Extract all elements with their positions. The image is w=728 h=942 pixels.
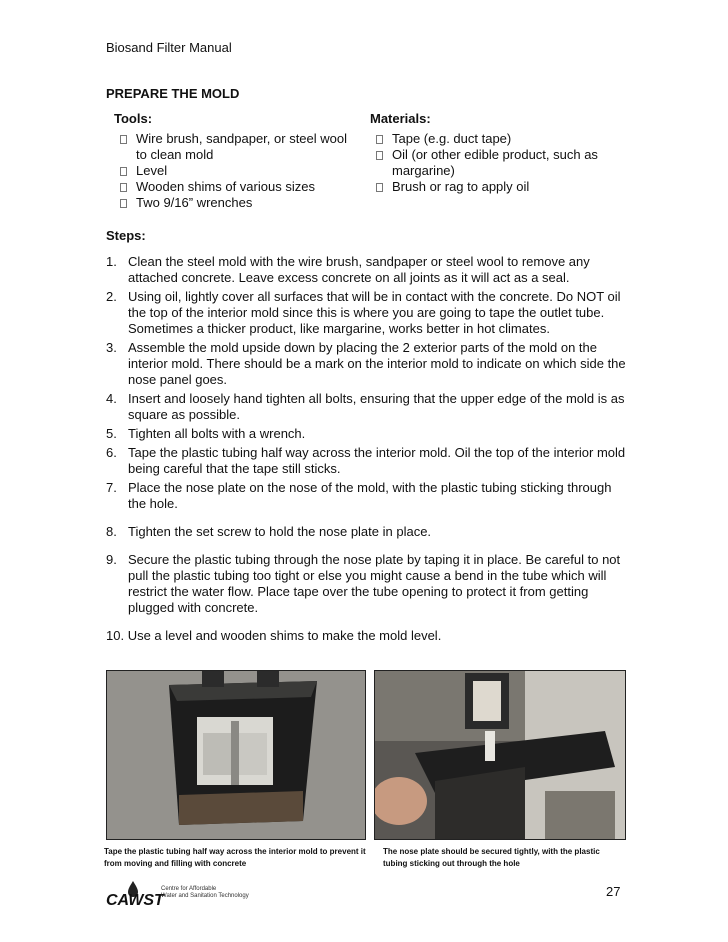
- logo-tagline-1: Centre for Affordable: [161, 886, 217, 892]
- step-item: 9. Secure the plastic tubing through the nose plate by taping it in place. Be careful to not pull the plastic tubing too tight or else you might cause a bend in the tube which will restrict the water flow. Place tape over the tube opening to protect it from getting plugged with concrete.: [106, 552, 621, 615]
- list-item: Tape (e.g. duct tape): [370, 131, 615, 147]
- bullet-box-icon: [120, 183, 127, 192]
- nose-plate-photo-illustration: [375, 671, 625, 839]
- bullet-box-icon: [376, 135, 383, 144]
- step-item: 10. Use a level and wooden shims to make the mold level.: [106, 628, 442, 643]
- left-photo-caption: Tape the plastic tubing half way across the interior mold to prevent it from moving and filling with concrete: [104, 847, 366, 868]
- bullet-box-icon: [376, 151, 383, 160]
- materials-heading: Materials:: [370, 111, 431, 126]
- materials-list: [370, 131, 615, 195]
- bullet-box-icon: [376, 183, 383, 192]
- step-item: 5. Tighten all bolts with a wrench.: [106, 426, 306, 441]
- page-number: 27: [606, 884, 621, 899]
- step-item: 6. Tape the plastic tubing half way across the interior mold. Oil the top of the interior mold being careful that the tape still sticks.: [106, 445, 626, 476]
- mold-photo-illustration: [107, 671, 365, 839]
- list-item: Wire brush, sandpaper, or steel wool to clean mold: [114, 131, 359, 163]
- bullet-box-icon: [120, 135, 127, 144]
- right-photo-caption: The nose plate should be secured tightly, with the plastic tubing sticking out through the hole: [383, 847, 600, 868]
- mold-photo: [106, 670, 366, 840]
- list-item: Oil (or other edible product, such as margarine): [370, 147, 615, 179]
- step-item: 1. Clean the steel mold with the wire brush, sandpaper or steel wool to remove any attached concrete. Leave excess concrete on all joints as it will act as a seal.: [106, 254, 590, 285]
- step-item: 3. Assemble the mold upside down by placing the 2 exterior parts of the mold on the interior mold. There should be a mark on the interior mold to indicate on which side the nose panel goes.: [106, 340, 626, 387]
- section-title: PREPARE THE MOLD: [106, 86, 240, 101]
- steps-list: [106, 254, 626, 647]
- step-item: 8. Tighten the set screw to hold the nose plate in place.: [106, 524, 432, 539]
- step-item: 4. Insert and loosely hand tighten all bolts, ensuring that the upper edge of the mold is as square as possible.: [106, 391, 625, 422]
- list-item: Level: [114, 163, 359, 179]
- bullet-box-icon: [120, 167, 127, 176]
- step-item: 2. Using oil, lightly cover all surfaces that will be in contact with the concrete. Do NOT oil the top of the interior mold since this is where you are going to tape the outlet tube. Sometimes a thicker product, like margarine, works better in hot climates.: [106, 289, 621, 336]
- logo-tagline-2: Water and Sanitation Technology: [161, 893, 249, 899]
- tools-heading: Tools:: [114, 111, 153, 126]
- nose-plate-photo: [374, 670, 626, 840]
- list-item: Wooden shims of various sizes: [114, 179, 359, 195]
- list-item: Brush or rag to apply oil: [370, 179, 615, 195]
- list-item: Two 9/16” wrenches: [114, 195, 359, 211]
- bullet-box-icon: [120, 199, 127, 208]
- step-item: 7. Place the nose plate on the nose of the mold, with the plastic tubing sticking through the hole.: [106, 480, 612, 511]
- tools-list: [114, 131, 359, 211]
- steps-heading: Steps:: [106, 228, 146, 243]
- logo-wordmark: CAWST: [106, 892, 164, 909]
- document-header: Biosand Filter Manual: [106, 40, 232, 55]
